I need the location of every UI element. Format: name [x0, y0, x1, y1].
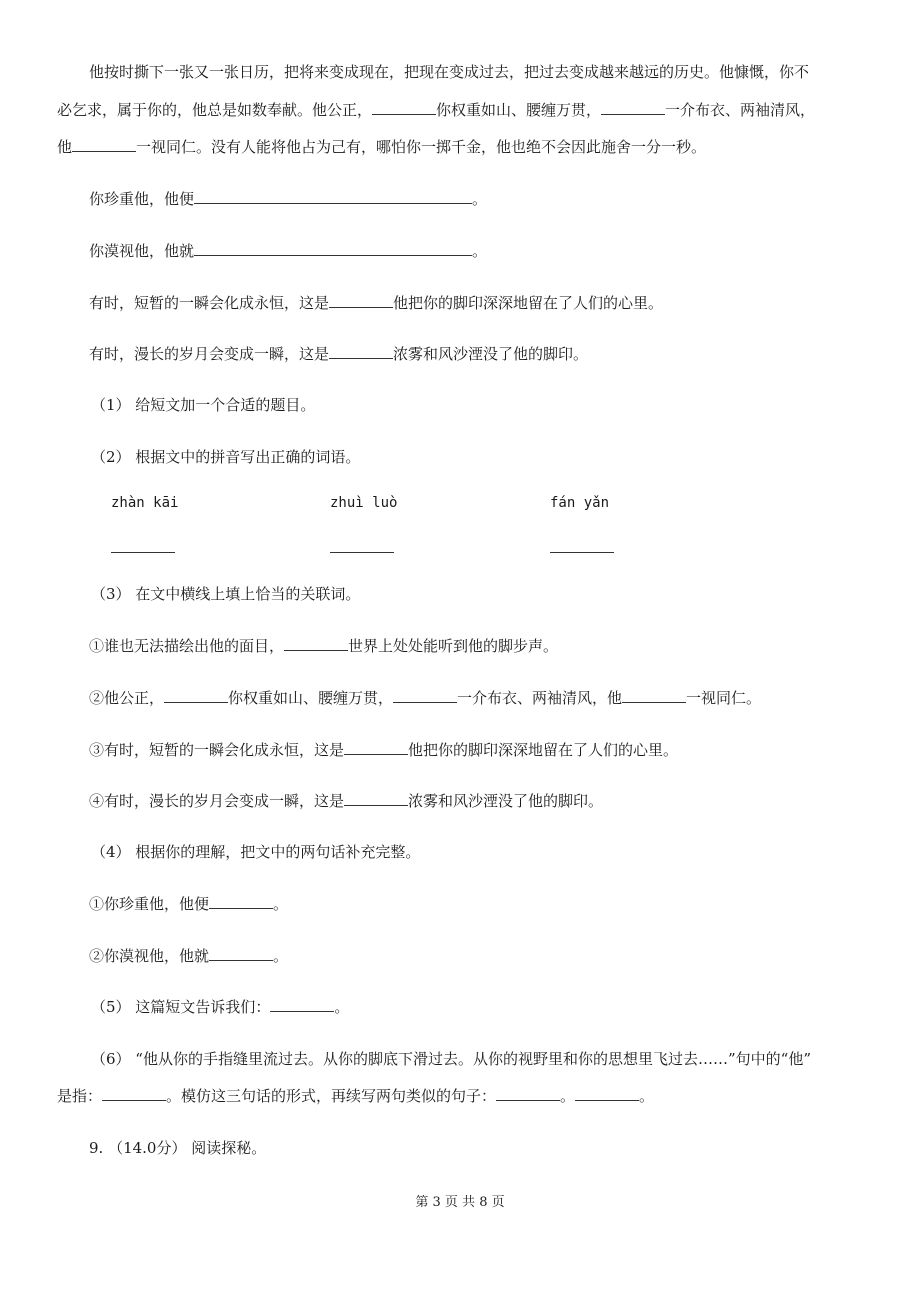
text: 有时，漫长的岁月会变成一瞬，这是 [89, 345, 330, 363]
text: 。 [273, 947, 289, 965]
text: 浓雾和风沙湮没了他的脚印。 [393, 345, 589, 363]
answer-blank[interactable] [393, 688, 457, 703]
text: ②你漠视他，他就 [89, 947, 210, 965]
text: 浓雾和风沙湮没了他的脚印。 [408, 792, 604, 810]
answer-blank[interactable] [284, 636, 348, 651]
answer-blank[interactable] [194, 241, 472, 256]
pinyin-2: zhuì luò [330, 495, 398, 511]
answer-blank[interactable] [164, 688, 228, 703]
text: 。 [560, 1087, 576, 1105]
text: 。 [472, 242, 488, 260]
text: （5） 这篇短文告诉我们： [91, 998, 271, 1016]
question-4 [91, 842, 420, 862]
question-3-item-3 [89, 740, 678, 760]
question-4-item-1 [89, 894, 288, 914]
text: 你漠视他，他就 [89, 242, 195, 260]
text: 你权重如山、腰缠万贯， [436, 101, 602, 119]
text: 。 [334, 998, 350, 1016]
pinyin-3: fán yǎn [550, 495, 610, 511]
question-3 [91, 584, 360, 604]
text: 他把你的脚印深深地留在了人们的心里。 [393, 294, 664, 312]
text: （1） 给短文加一个合适的题目。 [91, 396, 316, 414]
passage-line-4 [89, 189, 487, 209]
text: ②他公正， [89, 689, 165, 707]
answer-blank[interactable] [622, 688, 686, 703]
answer-blank[interactable] [344, 740, 408, 755]
passage-line-5 [89, 241, 487, 261]
text: ①你珍重他，他便 [89, 895, 210, 913]
question-3-item-2 [89, 688, 761, 708]
answer-blank[interactable] [329, 344, 393, 359]
text: 有时，短暂的一瞬会化成永恒，这是 [89, 294, 330, 312]
text: （4） 根据你的理解，把文中的两句话补充完整。 [91, 843, 421, 861]
text: 。 [639, 1087, 655, 1105]
text: 9. （14.0分） 阅读探秘。 [89, 1139, 267, 1157]
answer-blank[interactable] [209, 946, 273, 961]
pinyin-answer-blank-3[interactable] [550, 552, 614, 553]
text: 他 [57, 138, 73, 156]
answer-blank[interactable] [496, 1086, 560, 1101]
text: 必乞求，属于你的，他总是如数奉献。他公正， [57, 101, 373, 119]
text: ①谁也无法描绘出他的面目， [89, 637, 285, 655]
answer-blank[interactable] [372, 100, 436, 115]
text: 他把你的脚印深深地留在了人们的心里。 [408, 741, 679, 759]
text: 你权重如山、腰缠万贯， [228, 689, 394, 707]
pinyin-answer-blank-1[interactable] [111, 552, 175, 553]
text: （6） “他从你的手指缝里流过去。从你的脚底下滑过去。从你的视野里和你的思想里飞过去……”句中的“他” [91, 1050, 811, 1068]
passage-line-2 [57, 100, 815, 120]
text: 一介布衣、两袖清风， [665, 101, 816, 119]
pinyin-answer-blank-2[interactable] [330, 552, 394, 553]
text: ④有时，漫长的岁月会变成一瞬，这是 [89, 792, 345, 810]
text: 。模仿这三句话的形式，再续写两句类似的句子： [166, 1087, 497, 1105]
text: 是指： [57, 1087, 103, 1105]
passage-line-7 [89, 344, 588, 364]
passage-line-3 [57, 137, 706, 157]
page-footer: 第 3 页 共 8 页 [415, 1195, 505, 1210]
passage-line-1 [89, 62, 809, 82]
question-6-line-2 [57, 1086, 654, 1106]
answer-blank[interactable] [344, 791, 408, 806]
question-3-item-4 [89, 791, 603, 811]
question-6-line-1 [91, 1049, 811, 1069]
answer-blank[interactable] [72, 137, 136, 152]
question-2 [91, 447, 360, 467]
text: 。 [273, 895, 289, 913]
text: 世界上处处能听到他的脚步声。 [348, 637, 559, 655]
answer-blank[interactable] [194, 189, 472, 204]
answer-blank[interactable] [329, 293, 393, 308]
question-4-item-2 [89, 946, 288, 966]
text: 一视同仁。 [686, 689, 762, 707]
text: 。 [472, 190, 488, 208]
pinyin-1: zhàn kāi [111, 495, 179, 511]
question-9-heading [89, 1138, 266, 1158]
question-3-item-1 [89, 636, 558, 656]
text: 一介布衣、两袖清风，他 [457, 689, 623, 707]
answer-blank[interactable] [209, 894, 273, 909]
text: 你珍重他，他便 [89, 190, 195, 208]
text: （3） 在文中横线上填上恰当的关联词。 [91, 585, 361, 603]
answer-blank[interactable] [575, 1086, 639, 1101]
text: （2） 根据文中的拼音写出正确的词语。 [91, 448, 361, 466]
question-1 [91, 395, 315, 415]
text: 他按时撕下一张又一张日历，把将来变成现在，把现在变成过去，把过去变成越来越远的历史。他慷慨，你不 [89, 63, 810, 81]
answer-blank[interactable] [102, 1086, 166, 1101]
answer-blank[interactable] [601, 100, 665, 115]
question-5 [91, 997, 349, 1017]
answer-blank[interactable] [270, 997, 334, 1012]
text: 一视同仁。没有人能将他占为己有，哪怕你一掷千金，他也绝不会因此施舍一分一秒。 [136, 138, 707, 156]
text: ③有时，短暂的一瞬会化成永恒，这是 [89, 741, 345, 759]
passage-line-6 [89, 293, 663, 313]
